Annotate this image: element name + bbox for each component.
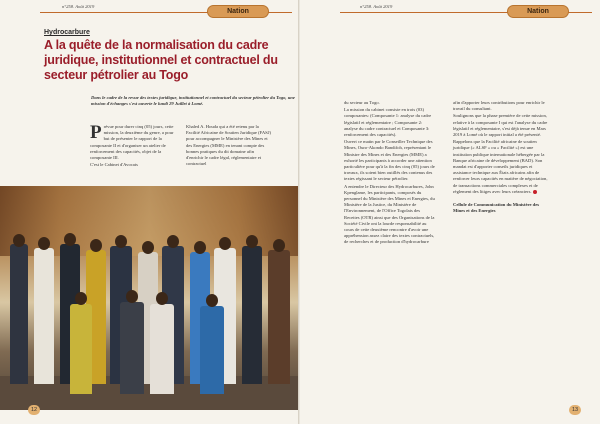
column-paragraph: Ouvert ce matin par le Conseiller Technique des Mines, Ouro-Akondo Bandifoh, représentant le Ministre des Mines et des Energies (MME) a exhorté les participants à accorder une attention particulière pour qu'à la fin des cinq (05) jours de travaux, ils soient bien outillés des contenus des textes régissant le secteur pétrolier. bbox=[344, 139, 435, 182]
photo-person-head bbox=[64, 233, 76, 246]
photo-person-head bbox=[75, 292, 87, 305]
article-signature: Cellule de Communication du Ministère des Mines et des Energies bbox=[453, 202, 540, 214]
photo-person-head bbox=[126, 290, 138, 303]
article-column-2 bbox=[186, 124, 272, 168]
photo-person-head bbox=[194, 241, 206, 254]
right-page bbox=[300, 0, 600, 424]
photo-person bbox=[200, 306, 224, 394]
photo-person-head bbox=[246, 235, 258, 248]
section-tag: Nation bbox=[507, 5, 569, 18]
column-paragraph: A entendre le Directeur des Hydrocarbures, John Kpenglame, les participants, composés du personnel du Ministère des Mines et Energies, du Ministère de la Justice, du Ministère de l'Environnement, de l'Office Togolais des Recettes (OTR) ainsi que des Organisations de la Société Civile ont la lourde responsabilité au cours de cette deuxième rencontre d'avoir une appréhension assez claire des textes contractuels, de recherches et de production d'hydrocarbure bbox=[344, 183, 435, 245]
photo-person-head bbox=[142, 241, 154, 254]
article-standfirst: Dans le cadre de la revue des textes juridique, institutionnel et contractuel du secteur pétrolier du Togo, une mission d'échanges s'est ouverte le lundi 29 Juillet à Lomé. bbox=[91, 95, 295, 107]
photo-person bbox=[70, 304, 92, 394]
column-paragraph bbox=[453, 139, 549, 195]
photo-person-head bbox=[13, 234, 25, 247]
article-column-1 bbox=[90, 124, 174, 169]
article-column-4 bbox=[453, 100, 549, 215]
rubric-label: Hydrocarbure bbox=[44, 29, 90, 36]
photo-person-head bbox=[219, 237, 231, 250]
issue-number: n°258. Août 2019 bbox=[62, 4, 95, 9]
page-number: 13 bbox=[569, 405, 581, 415]
photo-person-head bbox=[38, 237, 50, 250]
photo-person-head bbox=[206, 294, 218, 307]
page-number: 12 bbox=[28, 405, 40, 415]
photo-person-head bbox=[273, 239, 285, 252]
article-column-3 bbox=[344, 100, 436, 247]
photo-person bbox=[10, 244, 28, 384]
photo-person-head bbox=[167, 235, 179, 248]
photo-person bbox=[120, 302, 144, 394]
column-paragraph: La mission du cabinet consiste en trois (03) composantes: (Composante 1: analyse du cadre législatif et réglementaire ; Composante 2: analyse du cadre contractuel et Composante 3: renforcement des capacités). bbox=[344, 107, 432, 138]
article-headline: A la quête de la normalisation du cadre juridique, institutionnel et contractuel du secteur pétrolier au Togo bbox=[44, 38, 278, 82]
column-text: Rappelons que la Facilité africaine de soutien juridique (« ALSF » ou « Facilité ») est une institution publique internationale hébergée par la Banque africaine de développement (BAD). Son mandat est d'apporter conseils juridiques et assistance technique aux États africains afin de renforcer leurs capacités en matière de négociation, de transactions commerciales complexes et de règlement des litiges avec leurs créanciers. bbox=[453, 139, 548, 194]
column-paragraph: du secteur au Togo. bbox=[344, 100, 380, 105]
drop-cap: P bbox=[90, 122, 102, 143]
photo-person bbox=[34, 248, 54, 384]
group-photo bbox=[0, 186, 299, 410]
column-text: C'est le Cabinet d'Avocats bbox=[90, 162, 138, 168]
photo-person bbox=[268, 250, 290, 384]
left-page bbox=[0, 0, 299, 424]
issue-number: n°258. Août 2019 bbox=[360, 4, 393, 9]
column-text: révue pour durer cinq (05) jours, cette mission, la deuxième du genre, a pour but de présenter le rapport de la composante II et d'organiser un atelier de renforcement des capacités, objet de la composante III. bbox=[90, 124, 174, 161]
photo-person bbox=[150, 304, 174, 394]
photo-person-head bbox=[115, 235, 127, 248]
photo-person-head bbox=[156, 292, 168, 305]
section-tag: Nation bbox=[207, 5, 269, 18]
column-paragraph: afin d'apporter leurs contributions pour enrichir le travail du consultant. bbox=[453, 100, 545, 112]
photo-person-head bbox=[90, 239, 102, 252]
column-paragraph: Soulignons que la phase première de cette mission, relative à la composante I qui est l'analyse du cadre législatif et réglementaire, s'est déjà tenue en Mars 2019 à Lomé où le rapport initial a été présenté. bbox=[453, 113, 548, 138]
column-text: Khaled A. Houda qui a été retenu par la Facilité Africaine de Soutien Juridique (FASJ) pour accompagner le Ministère des Mines et des Energies (MME) en tenant compte des bonnes pratiques du dit domaine afin d'enrichir le cadre légal, réglementaire et contractuel bbox=[186, 124, 272, 167]
photo-person bbox=[242, 246, 262, 384]
red-dot-icon bbox=[533, 190, 537, 194]
